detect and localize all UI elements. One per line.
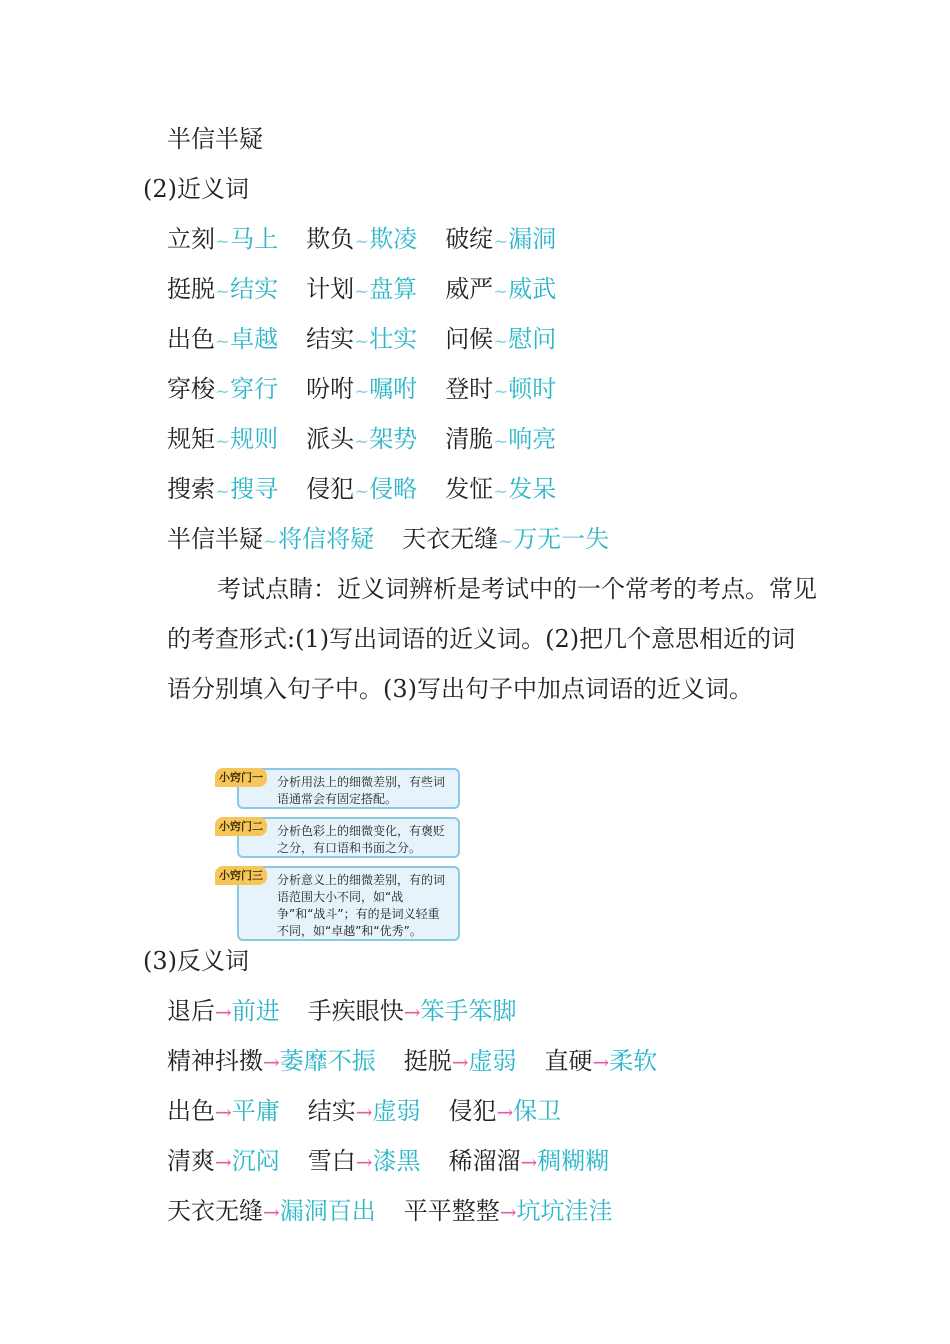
term: 结实 <box>306 325 355 353</box>
arrow-icon: → <box>215 1000 232 1024</box>
antonym-row <box>167 1196 613 1227</box>
synonym: 穿行 <box>230 375 279 403</box>
term: 直硬 <box>544 1047 593 1075</box>
term: 稀溜溜 <box>448 1147 521 1175</box>
tip-text: 分析色彩上的细微变化，有褒贬之分，有口语和书面之分。 <box>277 824 446 855</box>
tilde-separator: ~ <box>354 481 370 502</box>
synonym: 欺凌 <box>369 225 418 253</box>
tips-panel <box>215 768 460 941</box>
synonym: 盘算 <box>369 275 418 303</box>
tilde-separator: ~ <box>354 431 370 452</box>
synonym: 慰问 <box>508 325 557 353</box>
synonym: 将信将疑 <box>278 525 375 553</box>
antonym: 漏洞百出 <box>279 1197 376 1225</box>
exam-tip-paragraph: 考试点睛：近义词辨析是考试中的一个常考的考点。常见的考查形式:(1)写出词语的近义词。(2)把几个意思相近的词语分别填入句子中。(3)写出句子中加点词语的近义词。 <box>167 575 817 703</box>
antonym: 平庸 <box>231 1097 280 1125</box>
tilde-separator: ~ <box>215 331 231 352</box>
term: 威严 <box>445 275 494 303</box>
synonym-row <box>167 324 556 357</box>
term: 问候 <box>445 325 494 353</box>
tip-text: 分析用法上的细微差别，有些词语通常会有固定搭配。 <box>277 775 446 806</box>
term: 结实 <box>307 1097 356 1125</box>
tilde-separator: ~ <box>493 231 509 252</box>
tip-box <box>219 817 460 858</box>
antonym: 漆黑 <box>372 1147 421 1175</box>
synonym: 漏洞 <box>508 225 557 253</box>
tip-box <box>219 866 460 941</box>
antonym-row <box>167 1046 657 1077</box>
synonym-row <box>167 474 556 507</box>
arrow-icon: → <box>355 1100 373 1124</box>
tilde-separator: ~ <box>215 381 231 402</box>
synonym-row <box>167 424 556 457</box>
synonym-row <box>167 374 556 407</box>
synonym: 响亮 <box>508 425 557 453</box>
antonym: 沉闷 <box>231 1147 280 1175</box>
tilde-separator: ~ <box>354 381 370 402</box>
synonym: 侵略 <box>369 475 418 503</box>
synonym-row <box>167 224 556 257</box>
tilde-separator: ~ <box>354 281 370 302</box>
term: 规矩 <box>167 425 215 453</box>
term: 侵犯 <box>448 1097 497 1125</box>
tilde-separator: ~ <box>215 231 231 252</box>
term: 穿梭 <box>167 375 215 403</box>
tip-tag: 小窍门二 <box>215 817 267 836</box>
antonym: 萎靡不振 <box>279 1047 376 1075</box>
term: 侵犯 <box>306 475 355 503</box>
term: 登时 <box>445 375 494 403</box>
tip-tag: 小窍门一 <box>215 768 267 787</box>
tip-box <box>219 768 460 809</box>
synonym-row <box>167 524 609 557</box>
term: 出色 <box>167 1097 215 1125</box>
term: 挺脱 <box>403 1047 452 1075</box>
tilde-separator: ~ <box>493 281 509 302</box>
term: 欺负 <box>306 225 355 253</box>
synonym-row <box>167 274 556 307</box>
synonym: 马上 <box>230 225 279 253</box>
antonym: 稠糊糊 <box>537 1147 610 1175</box>
term: 半信半疑 <box>167 525 263 553</box>
top-item: 半信半疑 <box>167 125 263 153</box>
tilde-separator: ~ <box>493 331 509 352</box>
term: 清爽 <box>167 1147 215 1175</box>
synonym: 架势 <box>369 425 418 453</box>
term: 搜索 <box>167 475 215 503</box>
arrow-icon: → <box>403 1000 421 1024</box>
antonym: 前进 <box>231 997 280 1025</box>
synonym: 顿时 <box>508 375 557 403</box>
tip-tag: 小窍门三 <box>215 866 267 885</box>
antonym-row <box>167 996 517 1027</box>
term: 退后 <box>167 997 215 1025</box>
synonym: 万无一失 <box>513 525 610 553</box>
synonym: 嘱咐 <box>369 375 418 403</box>
arrow-icon: → <box>263 1200 280 1224</box>
arrow-icon: → <box>520 1150 538 1174</box>
arrow-icon: → <box>215 1150 232 1174</box>
term: 发怔 <box>445 475 494 503</box>
tilde-separator: ~ <box>493 481 509 502</box>
arrow-icon: → <box>215 1100 232 1124</box>
antonym: 虚弱 <box>372 1097 421 1125</box>
term: 天衣无缝 <box>167 1197 263 1225</box>
tilde-separator: ~ <box>215 481 231 502</box>
tilde-separator: ~ <box>215 431 231 452</box>
antonym: 笨手笨脚 <box>420 997 517 1025</box>
synonym: 结实 <box>230 275 279 303</box>
term: 天衣无缝 <box>402 525 499 553</box>
arrow-icon: → <box>499 1200 517 1224</box>
tilde-separator: ~ <box>493 431 509 452</box>
arrow-icon: → <box>496 1100 514 1124</box>
antonym: 虚弱 <box>468 1047 517 1075</box>
term: 挺脱 <box>167 275 215 303</box>
term: 出色 <box>167 325 215 353</box>
synonym: 搜寻 <box>230 475 279 503</box>
tilde-separator: ~ <box>493 381 509 402</box>
synonym: 发呆 <box>508 475 557 503</box>
arrow-icon: → <box>592 1050 610 1074</box>
tilde-separator: ~ <box>354 331 370 352</box>
antonym: 坑坑洼洼 <box>516 1197 613 1225</box>
term: 计划 <box>306 275 355 303</box>
arrow-icon: → <box>355 1150 373 1174</box>
tilde-separator: ~ <box>263 531 279 552</box>
term: 立刻 <box>167 225 215 253</box>
tilde-separator: ~ <box>215 281 231 302</box>
term: 手疾眼快 <box>307 997 404 1025</box>
term: 派头 <box>306 425 355 453</box>
tilde-separator: ~ <box>498 531 514 552</box>
antonym-row <box>167 1146 609 1177</box>
term: 清脆 <box>445 425 494 453</box>
arrow-icon: → <box>263 1050 280 1074</box>
synonym: 规则 <box>230 425 279 453</box>
synonym: 威武 <box>508 275 557 303</box>
antonym: 保卫 <box>513 1097 562 1125</box>
term: 雪白 <box>307 1147 356 1175</box>
tip-text: 分析意义上的细微差别，有的词语范围大小不同，如“战争”和“战斗”；有的是词义轻重不同，如“卓越”和“优秀”。 <box>277 873 446 938</box>
term: 平平整整 <box>403 1197 500 1225</box>
antonym-row <box>167 1096 561 1127</box>
synonym: 卓越 <box>230 325 279 353</box>
term: 破绽 <box>445 225 494 253</box>
synonym: 壮实 <box>369 325 418 353</box>
term: 吩咐 <box>306 375 355 403</box>
synonyms-heading: (2)近义词 <box>143 175 249 203</box>
tilde-separator: ~ <box>354 231 370 252</box>
arrow-icon: → <box>451 1050 469 1074</box>
antonym: 柔软 <box>609 1047 658 1075</box>
term: 精神抖擞 <box>167 1047 263 1075</box>
antonyms-heading: (3)反义词 <box>143 947 249 975</box>
